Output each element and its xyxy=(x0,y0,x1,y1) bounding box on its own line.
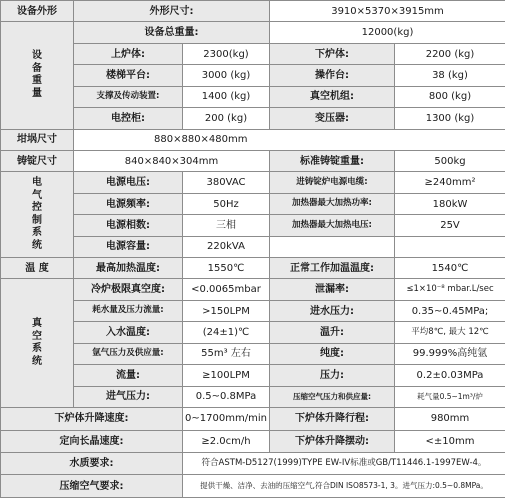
cell-label: 真空机组: xyxy=(270,86,395,107)
table-row xyxy=(1,108,505,129)
cell-value: 50Hz xyxy=(183,193,270,214)
cell-value: (24±1)℃ xyxy=(183,322,270,343)
cell-label: 电控柜: xyxy=(74,108,183,129)
cell-label: 进水压力: xyxy=(270,300,395,321)
cell-value: ≥100LPM xyxy=(183,365,270,386)
table-row xyxy=(1,193,505,214)
table-row xyxy=(1,408,505,430)
table-row xyxy=(1,129,505,150)
total-weight-label: 设备总重量: xyxy=(74,22,270,43)
ingot-value: 840×840×304mm xyxy=(74,150,270,171)
table-row xyxy=(1,386,505,407)
cell-value: 三相 xyxy=(183,215,270,236)
table-row xyxy=(1,430,505,452)
table-row xyxy=(1,43,505,64)
air-value: 提供干燥、洁净、去油的压缩空气,符合DIN ISO8573-1, 3。进气压力:0.5~0.8MPa。 xyxy=(183,475,505,498)
cell-value: 800 (kg) xyxy=(395,86,505,107)
cell-value: 1540℃ xyxy=(395,258,505,279)
table-row xyxy=(1,365,505,386)
cell-value: 0.5~0.8MPa xyxy=(183,386,270,407)
cell-value: 980mm xyxy=(395,408,505,430)
dim-value: 3910×5370×3915mm xyxy=(270,1,505,22)
cell-label: 支撑及传动装置: xyxy=(74,86,183,107)
cell-value: ≥2.0cm/h xyxy=(183,430,270,452)
cell-label: 电源电压: xyxy=(74,172,183,193)
cell-label: 流量: xyxy=(74,365,183,386)
table-row xyxy=(1,172,505,193)
cell-value: 38 (kg) xyxy=(395,65,505,86)
table-row xyxy=(1,452,505,474)
cell-label: 冷炉极限真空度: xyxy=(74,279,183,300)
dim-label: 外形尺寸: xyxy=(74,1,270,22)
table-row xyxy=(1,322,505,343)
cell-label: 操作台: xyxy=(270,65,395,86)
cell-value: 耗气量0.5~1m³/炉 xyxy=(395,386,505,407)
category-crucible: 坩埚尺寸 xyxy=(1,129,74,150)
cell-value: 平均8℃, 最大 12℃ xyxy=(395,322,505,343)
cell-value: 0.2±0.03MPa xyxy=(395,365,505,386)
table-row xyxy=(1,343,505,364)
cell-value: 180kW xyxy=(395,193,505,214)
cell-label: 下炉体升降摆动: xyxy=(270,430,395,452)
std-ingot-label: 标准铸锭重量: xyxy=(270,150,395,171)
cell-label: 进气压力: xyxy=(74,386,183,407)
air-label: 压缩空气要求: xyxy=(1,475,183,498)
cell-label: 耗水量及压力流量: xyxy=(74,300,183,321)
cell-value: 25V xyxy=(395,215,505,236)
cell-label: 下炉体升降速度: xyxy=(1,408,183,430)
cell-value: 0~1700mm/min xyxy=(183,408,270,430)
category-appearance: 设备外形 xyxy=(1,1,74,22)
cell-value: 200 (kg) xyxy=(183,108,270,129)
cell-value: 380VAC xyxy=(183,172,270,193)
water-label: 水质要求: xyxy=(1,452,183,474)
cell-value: ≤1×10⁻⁸ mbar.L/sec xyxy=(395,279,505,300)
cell-label: 电源频率: xyxy=(74,193,183,214)
cell-label: 压缩空气压力和供应量: xyxy=(270,386,395,407)
cell-label: 正常工作加温温度: xyxy=(270,258,395,279)
empty-cell xyxy=(395,236,505,257)
table-row xyxy=(1,22,505,43)
cell-label: 加热器最大加热电压: xyxy=(270,215,395,236)
capacity-value: 220kVA xyxy=(183,236,270,257)
cell-label: 变压器: xyxy=(270,108,395,129)
cell-label: 压力: xyxy=(270,365,395,386)
capacity-label: 电源容量: xyxy=(74,236,183,257)
cell-label: 温升: xyxy=(270,322,395,343)
cell-label: 上炉体: xyxy=(74,43,183,64)
empty-cell xyxy=(270,236,395,257)
category-vacuum: 真空系统 xyxy=(1,279,74,408)
table-row xyxy=(1,86,505,107)
cell-value: 1400 (kg) xyxy=(183,86,270,107)
cell-value: 99.999%高纯氩 xyxy=(395,343,505,364)
table-row xyxy=(1,300,505,321)
cell-value: 1300 (kg) xyxy=(395,108,505,129)
cell-label: 最高加热温度: xyxy=(74,258,183,279)
cell-label: 下炉体: xyxy=(270,43,395,64)
table-row xyxy=(1,150,505,171)
category-electric: 电气控制系统 xyxy=(1,172,74,258)
cell-label: 纯度: xyxy=(270,343,395,364)
cell-label: 氩气压力及供应量: xyxy=(74,343,183,364)
cell-value: 1550℃ xyxy=(183,258,270,279)
cell-value: <±10mm xyxy=(395,430,505,452)
table-row xyxy=(1,236,505,257)
table-row xyxy=(1,279,505,300)
cell-value: 3000 (kg) xyxy=(183,65,270,86)
table-row xyxy=(1,215,505,236)
table-row xyxy=(1,258,505,279)
total-weight-value: 12000(kg) xyxy=(270,22,505,43)
table-row xyxy=(1,65,505,86)
category-temperature: 温 度 xyxy=(1,258,74,279)
cell-label: 泄漏率: xyxy=(270,279,395,300)
cell-value: 0.35~0.45MPa; xyxy=(395,300,505,321)
cell-value: 2300(kg) xyxy=(183,43,270,64)
cell-value: <0.0065mbar xyxy=(183,279,270,300)
cell-value: ≥240mm² xyxy=(395,172,505,193)
category-weight: 设备重量 xyxy=(1,22,74,129)
cell-label: 楼梯平台: xyxy=(74,65,183,86)
cell-value: 2200 (kg) xyxy=(395,43,505,64)
cell-label: 入水温度: xyxy=(74,322,183,343)
std-ingot-value: 500kg xyxy=(395,150,505,171)
cell-label: 进铸锭炉电源电缆: xyxy=(270,172,395,193)
category-ingot: 铸锭尺寸 xyxy=(1,150,74,171)
cell-value: 55m³ 左右 xyxy=(183,343,270,364)
cell-label: 下炉体升降行程: xyxy=(270,408,395,430)
cell-label: 加热器最大加热功率: xyxy=(270,193,395,214)
crucible-value: 880×880×480mm xyxy=(74,129,505,150)
cell-label: 定向长晶速度: xyxy=(1,430,183,452)
cell-value: >150LPM xyxy=(183,300,270,321)
water-value: 符合ASTM-D5127(1999)TYPE EW-IV标准或GB/T11446.1-1997EW-4。 xyxy=(183,452,505,474)
cell-label: 电源相数: xyxy=(74,215,183,236)
table-row xyxy=(1,1,505,22)
table-row xyxy=(1,475,505,498)
